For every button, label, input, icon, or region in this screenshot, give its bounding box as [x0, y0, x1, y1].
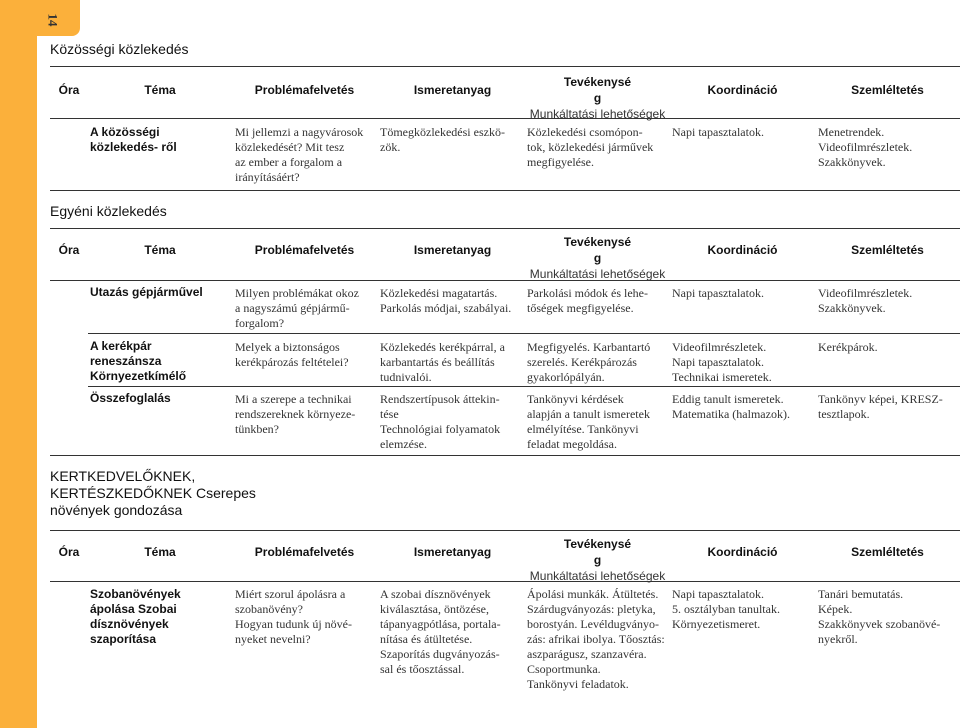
table-header-rule: [50, 118, 960, 119]
table-top-rule: [50, 228, 960, 229]
row-tevekenyseg: Parkolási módok és lehe- tőségek megfigyelése.: [527, 286, 648, 315]
row-tema: A kerékpár reneszánsza Környezetkímélő: [90, 339, 187, 383]
section-title-egyeni: Egyéni közlekedés: [50, 203, 167, 219]
row-ismeretanyag: Közlekedési magatartás. Parkolás módjai, szabályai.: [380, 286, 512, 315]
header-tevekenyseg: Tevékenysé g Munkáltatási lehetőségek: [529, 75, 666, 121]
table-header-rule: [50, 581, 960, 582]
row-koordinacio: Napi tapasztalatok.: [672, 125, 764, 139]
header-problemafelvetes: Problémafelvetés: [254, 243, 355, 257]
page-corner-tab: [0, 0, 80, 36]
table-bottom-rule: [50, 190, 960, 191]
row-szemleltetes: Tankönyv képei, KRESZ- tesztlapok.: [818, 392, 943, 421]
header-tevekenyseg: Tevékenysé g Munkáltatási lehetőségek: [529, 537, 666, 583]
row-tema: Utazás gépjárművel: [90, 285, 203, 299]
row-ismeretanyag: Rendszertípusok áttekin- tése Technológiai folyamatok elemzése.: [380, 392, 501, 451]
row-ismeretanyag: Közlekedés kerékpárral, a karbantartás és beállítás tudnivalói.: [380, 340, 505, 384]
row-tevekenyseg: Közlekedési csomópon- tok, közlekedési járművek megfigyelése.: [527, 125, 654, 169]
header-koordinacio: Koordináció: [707, 243, 778, 257]
row-tevekenyseg: Tankönyvi kérdések alapján a tanult ismeretek elmélyítése. Tankönyvi feladat megoldása.: [527, 392, 650, 451]
header-tevekenyseg: Tevékenysé g Munkáltatási lehetőségek: [529, 235, 666, 281]
table-top-rule: [50, 530, 960, 531]
table-top-rule: [50, 66, 960, 67]
row-tevekenyseg: Megfigyelés. Karbantartó szerelés. Kerékpározás gyakorlópályán.: [527, 340, 651, 384]
header-ismeretanyag: Ismeretanyag: [413, 243, 492, 257]
header-problemafelvetes: Problémafelvetés: [254, 545, 355, 559]
row-ismeretanyag: A szobai dísznövények kiválasztása, öntözése, tápanyagpótlása, portala- nítása és átültetése. Szaporítás dugványozás- sal és tőosztással.: [380, 587, 501, 676]
row-tema: Összefoglalás: [90, 391, 171, 405]
row-problema: Miért szorul ápolásra a szobanövény? Hogyan tudunk új növé- nyeket nevelni?: [235, 587, 352, 646]
row-tema: A közösségi közlekedés- ről: [90, 125, 177, 154]
header-szemleltetes: Szemléltetés: [851, 243, 924, 257]
row-koordinacio: Videofilmrészletek. Napi tapasztalatok. Technikai ismeretek.: [672, 340, 772, 384]
row-szemleltetes: Videofilmrészletek. Szakkönyvek.: [818, 286, 913, 315]
row-szemleltetes: Menetrendek. Videofilmrészletek. Szakkönyvek.: [818, 125, 913, 169]
table-bottom-rule: [50, 455, 960, 456]
header-tema: Téma: [144, 83, 176, 97]
header-ismeretanyag: Ismeretanyag: [413, 83, 492, 97]
header-tema: Téma: [144, 243, 176, 257]
header-tema: Téma: [144, 545, 176, 559]
row-problema: Melyek a biztonságos kerékpározás feltételei?: [235, 340, 349, 369]
row-problema: Milyen problémákat okoz a nagyszámú gépjármű- forgalom?: [235, 286, 359, 330]
header-ora: Óra: [58, 243, 80, 257]
row-problema: Mi a szerepe a technikai rendszereknek környeze- tünkben?: [235, 392, 356, 436]
row-divider: [88, 333, 960, 334]
row-tevekenyseg: Ápolási munkák. Átültetés. Szárdugványozás: pletyka, borostyán. Levéldugványo- zás: afrikai ibolya. Tőosztás: aszparágusz, szanzavéra. Csoportmunka. Tankönyvi feladatok.: [527, 587, 665, 691]
row-tema: Szobanövények ápolása Szobai dísznövények szaporítása: [90, 587, 181, 646]
page-number: 14: [45, 13, 61, 27]
row-problema: Mi jellemzi a nagyvárosok közlekedését? Mit tesz az ember a forgalom a irányításáért?: [235, 125, 364, 184]
header-ismeretanyag: Ismeretanyag: [413, 545, 492, 559]
row-ismeretanyag: Tömegközlekedési eszkö- zök.: [380, 125, 505, 154]
header-szemleltetes: Szemléltetés: [851, 545, 924, 559]
header-ora: Óra: [58, 545, 80, 559]
row-szemleltetes: Tanári bemutatás. Képek. Szakkönyvek szobanövé- nyekről.: [818, 587, 941, 646]
left-margin-stripe: [0, 0, 37, 728]
header-koordinacio: Koordináció: [707, 545, 778, 559]
row-koordinacio: Napi tapasztalatok.: [672, 286, 764, 300]
header-problemafelvetes: Problémafelvetés: [254, 83, 355, 97]
row-koordinacio: Eddig tanult ismeretek. Matematika (halmazok).: [672, 392, 790, 421]
section-title-kozossegi: Közösségi közlekedés: [50, 41, 189, 57]
row-koordinacio: Napi tapasztalatok. 5. osztályban tanultak. Környezetismeret.: [672, 587, 780, 631]
header-koordinacio: Koordináció: [707, 83, 778, 97]
table-header-rule: [50, 280, 960, 281]
header-szemleltetes: Szemléltetés: [851, 83, 924, 97]
row-szemleltetes: Kerékpárok.: [818, 340, 878, 354]
header-ora: Óra: [58, 83, 80, 97]
row-divider: [88, 386, 960, 387]
section-title-kertkedveloknek: KERTKEDVELŐKNEK, KERTÉSZKEDŐKNEK Cserepes növények gondozása: [50, 468, 256, 518]
